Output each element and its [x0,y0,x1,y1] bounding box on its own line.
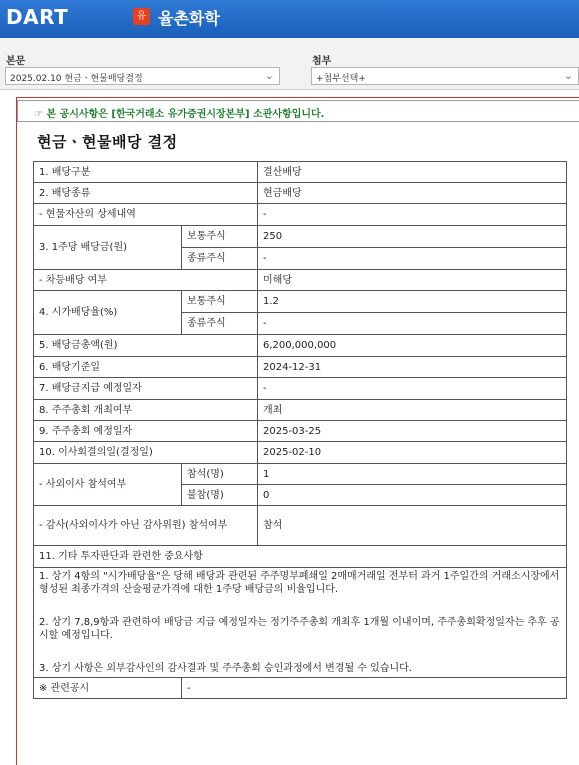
row-value: 현금배당 [258,183,567,204]
row-label: 5. 배당금총액(원) [34,335,258,357]
table-row [34,270,567,291]
row-label: 11. 기타 투자판단과 관련한 중요사항 [34,546,567,568]
attachment-select-value: +첨부선택+ [316,74,366,84]
row-value: - [258,313,567,335]
row-sublabel: 참석(명) [182,464,258,485]
company-name: 율촌화학 [158,9,220,28]
row-value: 6,200,000,000 [258,335,567,357]
table-row [34,162,567,183]
paragraph: 3. 상기 사항은 외부감사인의 감사결과 및 주주총회 승인과정에서 변경될 수 있습니다. [39,663,412,674]
row-label: 6. 배당기준일 [34,357,258,378]
row-value: 2024-12-31 [258,357,567,378]
table-row [34,204,567,226]
row-sublabel: 불참(명) [182,485,258,506]
row-sublabel: 보통주식 [182,291,258,313]
chevron-down-icon: ⌄ [264,69,274,82]
top-header [0,0,579,38]
row-label: 2. 배당종류 [34,183,258,204]
row-label: - 차등배당 여부 [34,270,258,291]
row-value: 결산배당 [258,162,567,183]
row-value: 250 [258,226,567,248]
attachment-select[interactable] [311,67,579,85]
row-label: 1. 배당구분 [34,162,258,183]
table-row [34,421,567,442]
document-selector-row [0,38,579,90]
table-row [34,357,567,378]
row-label: - 감사(사외이사가 아닌 감사위원) 참석여부 [34,506,258,546]
row-value: - [258,204,567,226]
table-row [34,335,567,357]
dividend-table [33,161,567,699]
table-row [34,464,567,485]
table-row [34,400,567,421]
table-row [34,378,567,400]
attachment-label: 첨부 [312,56,332,67]
table-row [34,506,567,546]
row-label: 9. 주주총회 예정일자 [34,421,258,442]
table-row [34,678,567,699]
row-label: - 사외이사 참석여부 [34,464,182,506]
document-title: 현금ㆍ현물배당 결정 [37,133,178,151]
row-label: 10. 이사회결의일(결정일) [34,442,258,464]
main-doc-select-value: 2025.02.10 현금ㆍ현물배당결정 [10,74,143,84]
row-sublabel: 종류주식 [182,313,258,335]
table-row [34,226,567,248]
row-value: 2025-02-10 [258,442,567,464]
row-value: 개최 [258,400,567,421]
dart-logo[interactable] [6,5,68,29]
row-value: 1.2 [258,291,567,313]
table-row [34,291,567,313]
paragraph: 1. 상기 4항의 "시가배당율"은 당해 배당과 관련된 주주명부폐쇄일 2매매거래일 전부터 과거 1주일간의 거래소시장에서 형성된 최종가격의 산술평균가격에 대한 1주당 배당금의 비율입니다. [39,571,560,595]
row-value: - [258,248,567,270]
jurisdiction-notice: ☞ 본 공시사항은 [한국거래소 유가증권시장본부] 소관사항입니다. [17,100,579,122]
row-label: 8. 주주총회 개최여부 [34,400,258,421]
row-label: 3. 1주당 배당금(원) [34,226,182,270]
table-row [34,568,567,678]
row-sublabel: 보통주식 [182,226,258,248]
row-sublabel: 종류주식 [182,248,258,270]
row-label: 4. 시가배당율(%) [34,291,182,335]
row-value: 2025-03-25 [258,421,567,442]
chevron-down-icon: ⌄ [563,69,573,82]
row-value: 참석 [258,506,567,546]
market-badge: 유 [133,8,150,25]
paragraph: 2. 상기 7,8,9항과 관련하여 배당금 지급 예정일자는 정기주주총회 개최후 1개월 이내이며, 주주총회확정일자는 추후 공시할 예정입니다. [39,617,560,641]
main-doc-label: 본문 [6,56,26,67]
row-value: 0 [258,485,567,506]
table-row [34,442,567,464]
row-value: 1 [258,464,567,485]
row-value: - [182,678,567,699]
row-label: 7. 배당금지급 예정일자 [34,378,258,400]
table-row [34,183,567,204]
row-value: - [258,378,567,400]
table-row [34,546,567,568]
row-label: - 현물자산의 상세내역 [34,204,258,226]
other-matters-body [34,568,567,678]
row-label: ※ 관련공시 [34,678,182,699]
row-value: 미해당 [258,270,567,291]
logo-text: DART [6,5,69,29]
main-doc-select[interactable] [5,67,280,85]
